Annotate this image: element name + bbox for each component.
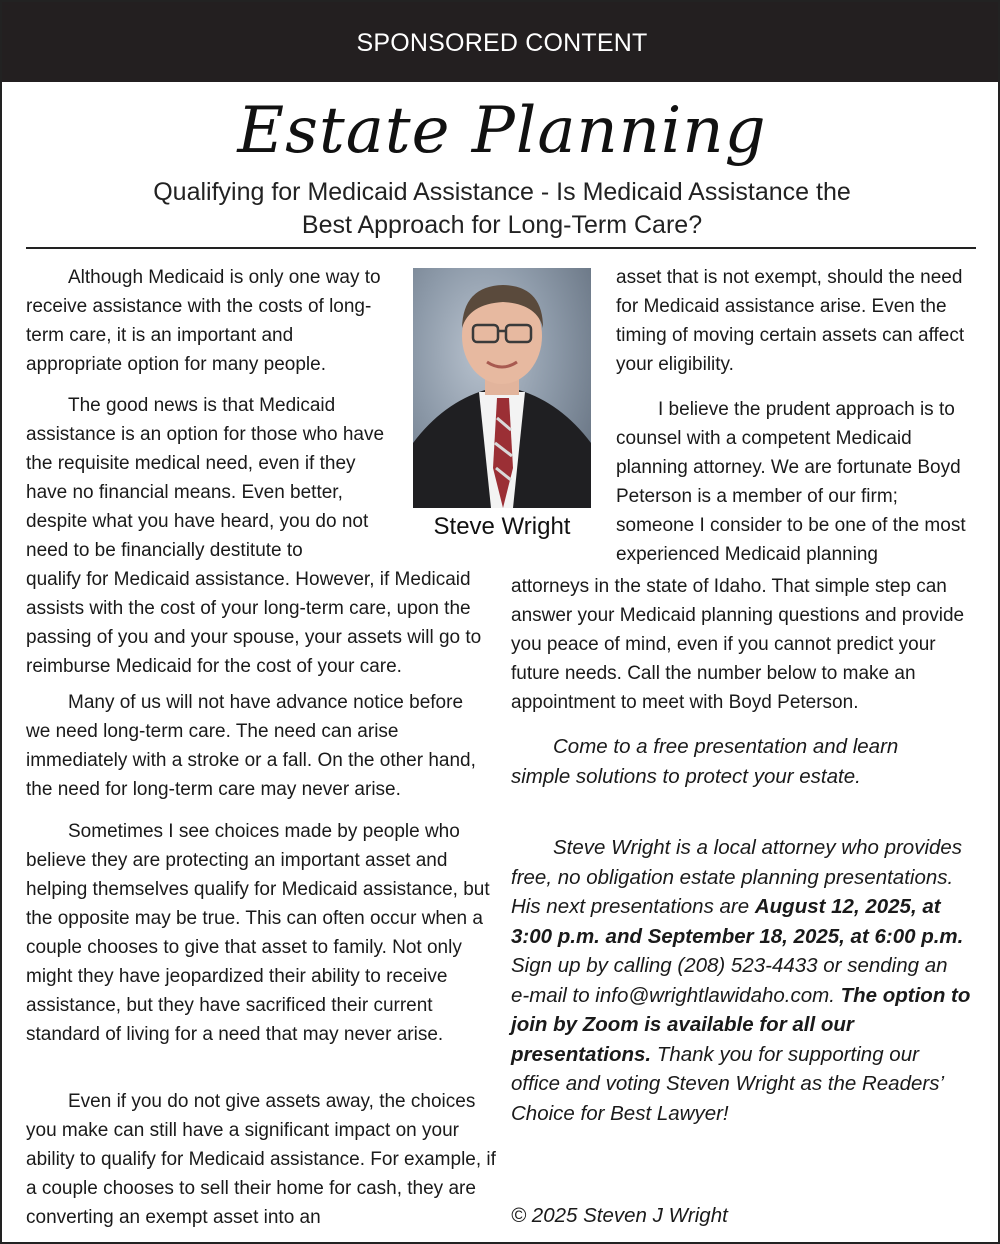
left-paragraph-2b: qualify for Medicaid assistance. However, if Medicaid assists with the cost of your long-term care, upon the passing of you and your spouse, your assets will go to reimburse Medicaid for the cost of your care. <box>26 569 482 677</box>
left-paragraph-4: Sometimes I see choices made by people who believe they are protecting an important asset and helping themselves qualify for Medicaid assistance, but the opposite may be true. This can often occur when a couple chooses to give that asset to family. Not only might they have jeopardized their ability to receive assistance, but they have sacrificed their current standard of living for a need that may never arise. <box>26 821 490 1045</box>
title-divider <box>26 247 976 249</box>
subtitle-line-2: Best Approach for Long-Term Care? <box>301 211 703 239</box>
presentation-dates: August 12, 2025, at 3:00 p.m. and September 18, 2025, at 6:00 p.m. <box>511 895 964 948</box>
left-paragraph-5: Even if you do not give assets away, the choices you make can still have a significant impact on your ability to qualify for Medicaid assistance. For example, if a couple chooses to sell their home for cash, they are converting an exempt asset into an <box>26 1091 496 1228</box>
author-photo <box>413 268 591 508</box>
left-paragraph-1: Although Medicaid is only one way to receive assistance with the costs of long-term care, it is an important and appropriate option for many people. <box>26 267 381 375</box>
signup-info: Sign up by calling (208) 523-4433 or sending an e-mail to info@wrightlawidaho.com. <box>511 954 948 1007</box>
left-paragraph-3: Many of us will not have advance notice before we need long-term care. The need can arise immediately with a stroke or a fall. On the other hand, the need for long-term care may never arise. <box>26 692 476 800</box>
presentation-promo: Come to a free presentation and learn simple solutions to protect your estate. <box>511 735 899 788</box>
right-paragraph-2a: I believe the prudent approach is to counsel with a competent Medicaid planning attorney. We are fortunate Boyd Peterson is a member of our firm; someone I consider to be one of the most experienced Medicaid planning <box>616 399 966 565</box>
copyright: © 2025 Steven J Wright <box>511 1204 728 1227</box>
thank-you-note: Thank you for supporting our office and voting Steven Wright as the Readers’ Choice for Best Lawyer! <box>511 1042 943 1125</box>
zoom-option: The option to join by Zoom is available for all our presentations. <box>511 983 971 1066</box>
article-subtitle <box>22 176 982 242</box>
bio-intro: Steve Wright is a local attorney who provides free, no obligation estate planning presentations. His next presentations are <box>511 836 963 918</box>
sponsored-banner: SPONSORED CONTENT <box>2 2 1000 82</box>
photo-caption: Steve Wright <box>433 513 571 540</box>
page-title: Estate Planning <box>237 94 767 168</box>
right-paragraph-2b: attorneys in the state of Idaho. That simple step can answer your Medicaid planning questions and provide you peace of mind, even if you cannot predict your future needs. Call the number below to make an appointment to meet with Boyd Peterson. <box>511 576 965 713</box>
left-paragraph-2a: The good news is that Medicaid assistance is an option for those who have the requisite medical need, even if they have no financial means. Even better, despite what you have heard, you do not need to be financially destitute to <box>26 395 385 561</box>
right-paragraph-1: asset that is not exempt, should the need for Medicaid assistance arise. Even the timing of moving certain assets can affect your eligibility. <box>616 267 965 375</box>
author-portrait-image <box>413 268 591 508</box>
subtitle-line-1: Qualifying for Medicaid Assistance - Is Medicaid Assistance the <box>153 178 851 206</box>
author-bio <box>511 833 971 1128</box>
